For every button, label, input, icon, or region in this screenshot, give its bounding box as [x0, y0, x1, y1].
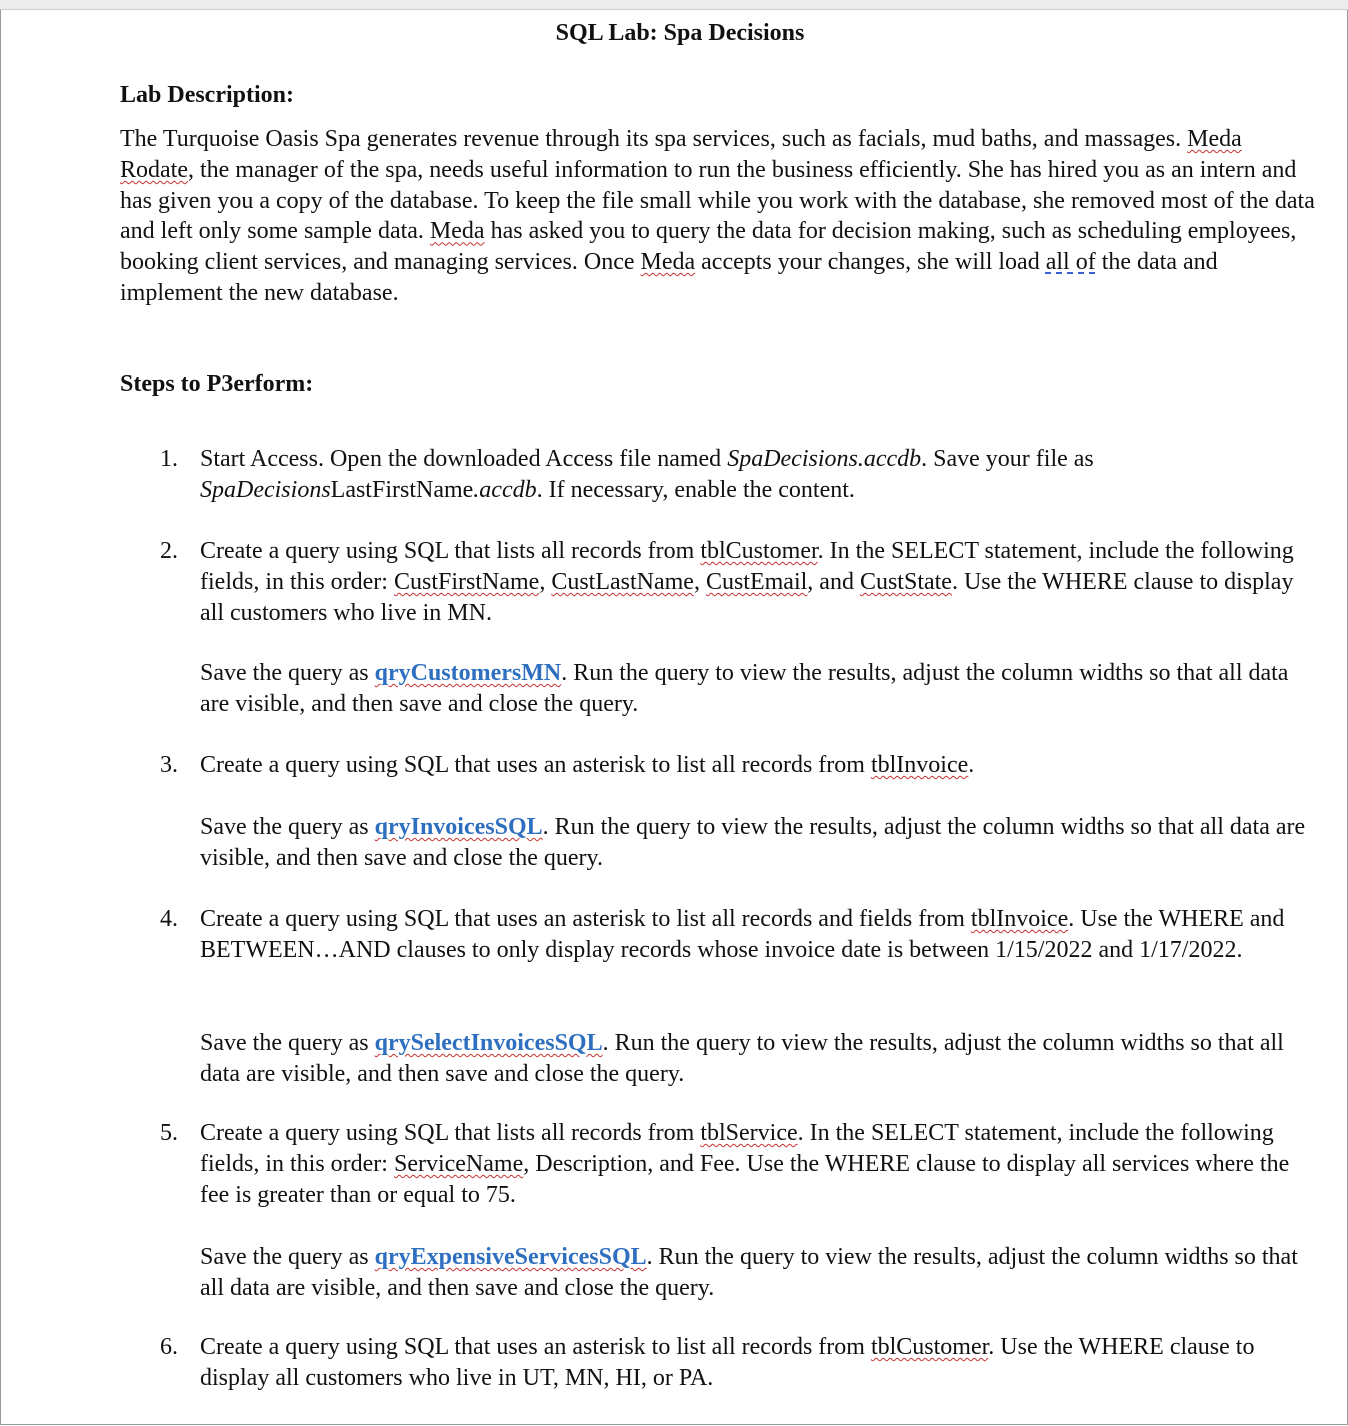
steps-heading: Steps to P3erform:	[120, 371, 314, 397]
filename-part: SpaDecisions	[200, 476, 331, 503]
step-3-save-instruction	[200, 812, 1320, 874]
step-text	[200, 1332, 1320, 1394]
text-run: Create a query using SQL that lists all records from	[200, 538, 701, 564]
spellcheck-word[interactable]: tblCustomer	[700, 538, 818, 564]
text-run: Create a query using SQL that uses an asterisk to list all records from	[200, 752, 871, 778]
spellcheck-word[interactable]: ServiceName	[393, 1150, 524, 1177]
text-run: the data and implement the new database.	[120, 249, 1218, 306]
query-name-link[interactable]: qrySelectInvoicesSQL	[374, 1030, 603, 1056]
spellcheck-word[interactable]: CustFirstName	[393, 568, 540, 595]
text-run: Save the query as	[200, 814, 375, 840]
spellcheck-word[interactable]: CustLastName	[551, 568, 694, 595]
text-run: . In the SELECT statement, include the following fields, in this order:	[200, 538, 1294, 595]
spellcheck-word[interactable]: tblInvoice	[970, 906, 1069, 932]
text-run: . Run the query to view the results, adjust the column widths so that all data are visible, and then save and close the query.	[200, 1244, 1298, 1301]
text-run: Create a query using SQL that uses an asterisk to list all records from	[200, 1334, 871, 1360]
text-run: , the manager of the spa, needs useful information to run the business efficiently. She has hired you as an intern and has given you a copy of the database. To keep the file small while you work with the database, she removed most of the data and left only some sample data.	[120, 156, 1315, 245]
query-name-link[interactable]: qryInvoicesSQL	[374, 814, 543, 840]
lab-description-heading: Lab Description:	[120, 82, 294, 108]
spellcheck-word[interactable]: CustState	[859, 568, 952, 595]
query-name-link[interactable]: qryExpensiveServicesSQL	[374, 1244, 647, 1270]
text-run: . In the SELECT statement, include the following fields, in this order:	[200, 1120, 1274, 1177]
text-run: . Run the query to view the results, adjust the column widths so that all data are visible, and then save and close the query.	[200, 1030, 1284, 1087]
text-run: ,	[693, 568, 706, 595]
step-6	[160, 1332, 1320, 1394]
step-number: 4.	[160, 906, 178, 932]
text-run: Create a query using SQL that uses an asterisk to list all records and fields from	[200, 906, 971, 932]
text-run: Start Access. Open the downloaded Access file named	[200, 446, 728, 472]
step-5-save-instruction	[200, 1242, 1320, 1304]
text-run: . Run the query to view the results, adjust the column widths so that all data are visible, and then save and close the query.	[200, 814, 1306, 871]
text-run: accepts your changes, she will load	[695, 249, 1046, 276]
step-2-save-instruction	[200, 658, 1320, 720]
step-text	[200, 1118, 1320, 1210]
step-number: 2.	[160, 538, 178, 564]
spellcheck-word[interactable]: tblCustomer	[870, 1334, 989, 1360]
document-title: SQL Lab: Spa Decisions	[555, 20, 805, 46]
spellcheck-word[interactable]: Meda Rodate	[120, 126, 1242, 183]
step-text	[200, 536, 1320, 628]
text-run: . Use the WHERE clause to display all customers who live in MN.	[200, 568, 1294, 626]
step-text	[200, 904, 1320, 966]
spellcheck-word[interactable]: tblService	[700, 1120, 798, 1146]
filename: SpaDecisions.accdb	[727, 446, 922, 472]
step-2	[160, 536, 1320, 628]
filename-part: .accdb	[473, 476, 537, 503]
text-run: ,	[539, 568, 552, 595]
text-run: . If necessary, enable the content.	[536, 476, 855, 503]
text-run: , and	[807, 568, 860, 595]
text-run: . Use the WHERE and BETWEEN…AND clauses to only display records whose invoice date is between 1/15/2022 and 1/17/2022.	[200, 906, 1285, 963]
spellcheck-word[interactable]: Meda	[429, 218, 485, 245]
spellcheck-word[interactable]: Meda	[640, 249, 696, 276]
filename-part: LastFirstName	[330, 476, 474, 503]
text-run: Save the query as	[200, 1244, 375, 1270]
query-name-link[interactable]: qryCustomersMN	[374, 660, 562, 686]
document-page	[0, 10, 1348, 1425]
text-run: . Run the query to view the results, adjust the column widths so that all data are visible, and then save and close the query.	[200, 660, 1289, 717]
step-number: 1.	[160, 446, 178, 472]
step-1	[160, 444, 1320, 506]
spellcheck-word[interactable]: CustEmail	[705, 568, 808, 595]
step-5	[160, 1118, 1320, 1210]
step-number: 3.	[160, 752, 178, 778]
text-run: . Save your file as	[921, 446, 1094, 472]
window-top-strip	[0, 0, 1348, 10]
text-run: Save the query as	[200, 1030, 375, 1056]
step-number: 6.	[160, 1334, 178, 1360]
text-run: , Description, and Fee. Use the WHERE clause to display all services where the fee is greater than or equal to 75.	[200, 1150, 1290, 1208]
text-run: has asked you to query the data for decision making, such as scheduling employees, booking client services, and managing services. Once	[120, 218, 1297, 276]
text-run: The Turquoise Oasis Spa generates revenue through its spa services, such as facials, mud baths, and massages.	[120, 126, 1188, 152]
text-run: Create a query using SQL that lists all records from	[200, 1120, 701, 1146]
spellcheck-word[interactable]: tblInvoice	[870, 752, 969, 778]
text-run: .	[968, 752, 975, 778]
step-text	[200, 750, 1320, 781]
step-4	[160, 904, 1320, 966]
step-3	[160, 750, 1320, 781]
lab-description-paragraph	[120, 124, 1320, 309]
step-number: 5.	[160, 1120, 178, 1146]
step-text	[200, 444, 1320, 506]
text-run: Save the query as	[200, 660, 375, 686]
step-4-save-instruction	[200, 1028, 1320, 1090]
text-run: . Use the WHERE clause to display all customers who live in UT, MN, HI, or PA.	[200, 1334, 1255, 1391]
grammar-flag[interactable]: all of	[1045, 249, 1096, 276]
